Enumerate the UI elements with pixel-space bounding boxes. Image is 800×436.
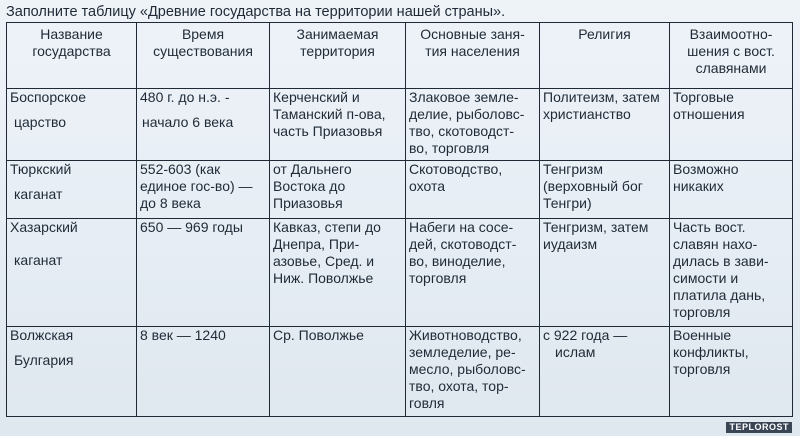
page-title: Заполните таблицу «Древние государства на территории нашей страны». [6,4,506,20]
header-relations: Взаимоотно- шения с вост. славянами [670,23,793,89]
cell-religion: Политеизм, затем христианство [540,89,670,161]
cell-territory: Керченский и Таманский п-ова, часть Приазовья [270,89,406,161]
cell-religion: Тенгризм (верховный бог Тенгри) [540,161,670,219]
cell-state: Боспорское царство [7,89,137,161]
header-time: Время существования [137,23,270,89]
cell-occupations: Животноводство, земледелие, ре- месло, рыболовс- тво, охота, тор- говля [406,327,540,417]
watermark-logo: TEPLOROST [726,422,792,433]
table-row [7,219,793,327]
cell-territory: Кавказ, степи до Днепра, При- азовье, Сред. и Ниж. Поволжье [270,219,406,327]
cell-religion: Тенгризм, затем иудаизм [540,219,670,327]
cell-relations: Торговые отношения [670,89,793,161]
header-occupations: Основные заня- тия населения [406,23,540,89]
cell-relations: Военные конфликты, торговля [670,327,793,417]
cell-territory: Ср. Поволжье [270,327,406,417]
cell-territory: от Дальнего Востока до Приазовья [270,161,406,219]
cell-occupations: Злаковое земле- делие, рыболовс- тво, скотоводст- во, торговля [406,89,540,161]
table-row [7,327,793,417]
cell-relations: Возможно никаких [670,161,793,219]
header-territory: Занимаемая территория [270,23,406,89]
states-table [6,22,793,417]
cell-time: 552-603 (как единое гос-во) — до 8 века [137,161,270,219]
cell-time: 650 — 969 годы [137,219,270,327]
header-religion: Религия [540,23,670,89]
table-row [7,89,793,161]
cell-state: Хазарский каганат [7,219,137,327]
header-state-name: Название государства [7,23,137,89]
cell-relations: Часть вост. славян нахо- дилась в зави- симости и платила дань, торговля [670,219,793,327]
cell-state: Волжская Булгария [7,327,137,417]
cell-time: 8 век — 1240 [137,327,270,417]
table-header-row [7,23,793,89]
cell-religion: с 922 года — ислам [540,327,670,417]
table-row [7,161,793,219]
cell-occupations: Набеги на сосе- дей, скотоводст- во, виноделие, торговля [406,219,540,327]
cell-time: 480 г. до н.э. - начало 6 века [137,89,270,161]
cell-state: Тюркский каганат [7,161,137,219]
cell-occupations: Скотоводство, охота [406,161,540,219]
